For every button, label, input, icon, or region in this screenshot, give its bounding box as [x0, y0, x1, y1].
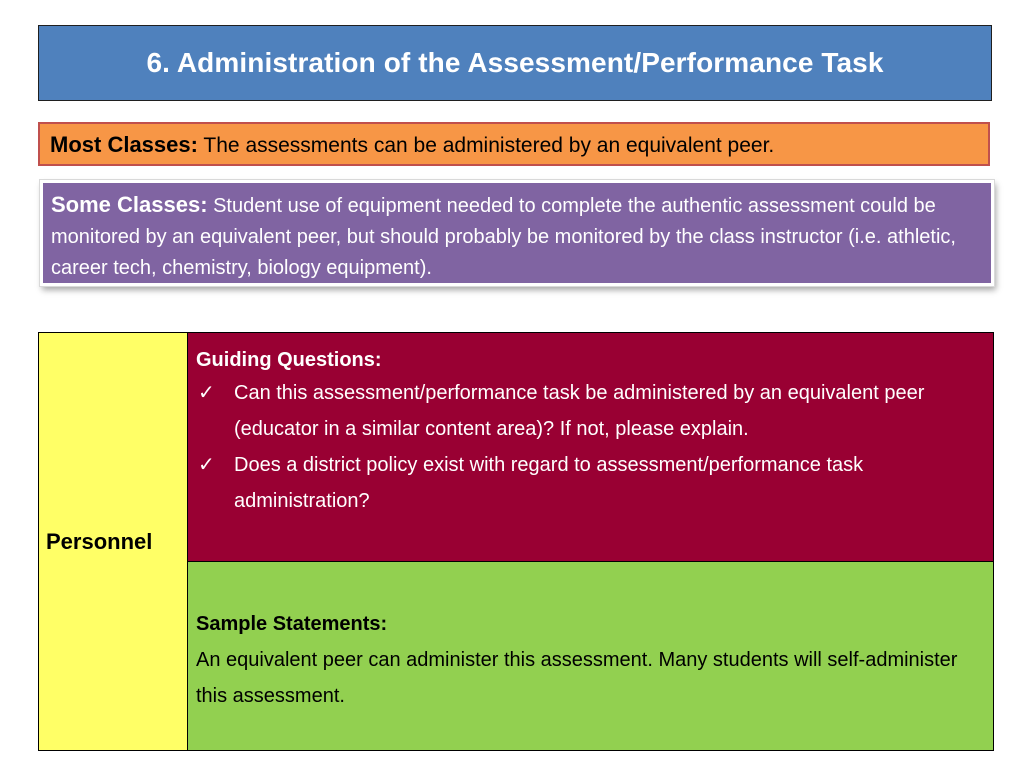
row-label-cell: [39, 333, 188, 750]
sample-statements-heading: Sample Statements:: [196, 613, 388, 635]
list-item: [196, 375, 985, 447]
most-classes-text: The assessments can be administered by an equivalent peer.: [203, 134, 775, 157]
question-text: Can this assessment/performance task be administered by an equivalent peer (educator in a similar content area)? If not, please explain.: [234, 382, 925, 440]
most-classes-label: Most Classes:: [50, 132, 198, 157]
title-banner: [38, 25, 992, 101]
some-classes-box: [40, 180, 994, 286]
some-classes-label: Some Classes:: [51, 192, 208, 217]
checkmark-icon: ✓: [198, 382, 215, 404]
guiding-questions-heading: Guiding Questions:: [196, 349, 382, 371]
some-classes-text: Student use of equipment needed to complete the authentic assessment could be monitored by an equivalent peer, but should probably be monitored by the class instructor (i.e. athletic, career tech, chemistry, biology equipment).: [51, 195, 956, 279]
personnel-label: Personnel: [46, 528, 153, 554]
list-item: [196, 447, 985, 519]
checkmark-icon: ✓: [198, 454, 215, 476]
sample-statements-text: An equivalent peer can administer this assessment. Many students will self-administer this assessment.: [196, 649, 958, 707]
most-classes-box: [38, 122, 990, 166]
guiding-questions-list: [196, 375, 985, 519]
guiding-questions-cell: [188, 333, 993, 562]
sample-statements-cell: [188, 562, 993, 750]
slide-title: 6. Administration of the Assessment/Performance Task: [146, 47, 884, 78]
personnel-table: [38, 332, 994, 751]
question-text: Does a district policy exist with regard to assessment/performance task administration?: [234, 454, 864, 512]
